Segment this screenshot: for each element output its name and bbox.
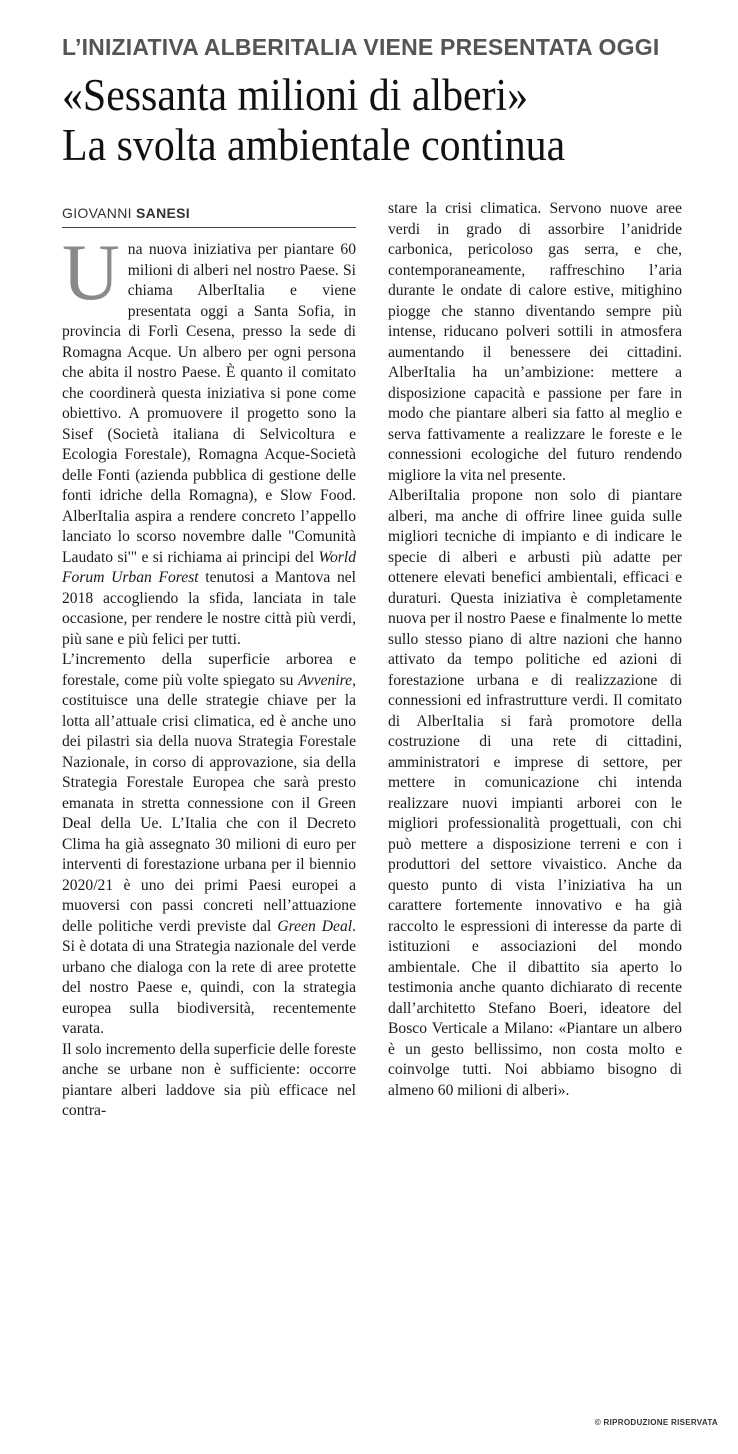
paragraph-3: Il solo incremento della superficie delle foreste anche se urbane non è sufficiente: occorre piantare alberi laddove sia più efficace nel contra- (62, 1040, 356, 1119)
drop-cap: U (62, 229, 120, 317)
paragraph-5: AlberiItalia propone non solo di piantare alberi, ma anche di offrire linee guida sulle migliori tecniche di impianto e di indicare le specie di alberi e arbusti più adatte per ottenere elevati benefici ambientali, efficaci e duraturi. Questa iniziativa è completamente nuova per il nostro Paese e finalmente lo mette sullo stesso piano di altre nazioni che hanno attivato da tempo politiche ed azioni di forestazione urbana e di realizzazione di connessioni ed infrastrutture verdi. Il comitato di AlberItalia si farà promotore della costruzione di una rete di cittadini, amministratori e imprese di settore, per mettere in comunicazione chi intenda realizzare nuovi impianti arborei con le migliori professionalità progettuali, con chi può mettere a disposizione terreni e con i produttori del settore vivaistico. Anche da questo punto di vista l’iniziativa ha un carattere fortemente innovativo e ha già raccolto le espressioni di interesse da parte di istituzioni e associazioni del mondo ambientale. Che il dibattito sia aperto lo testimonia anche quanto dichiarato di recente dall’architetto Stefano Boeri, ideatore del Bosco Verticale a Milano: «Piantare un albero è un gesto bellissimo, non costa molto e coinvolge tutti. Noi abbiamo bisogno di almeno 60 milioni di alberi». (388, 487, 682, 1099)
headline (62, 70, 676, 170)
kicker: L’INIZIATIVA ALBERITALIA VIENE PRESENTATA OGGI (62, 34, 660, 60)
paragraph-1 (62, 229, 356, 650)
paragraph-2-mid: , costituisce una delle strategie chiave per la lotta all’attuale crisi climatica, ed è anche uno dei pilastri sia della nuova Strategia Forestale Nazionale, in corso di approvazione, sia della Strategia Forestale Europea che sarà presto emanata in stretta connessione con il Green Deal della Ue. L’Italia che con il Decreto Clima ha già assegnato 30 milioni di euro per interventi di forestazione urbana per il biennio 2020/21 è uno dei primi Paesi europei a muoversi con passi concreti nell’attuazione delle politiche verdi previste dal (62, 671, 356, 935)
copyright-notice: © RIPRODUZIONE RISERVATA (594, 1418, 718, 1427)
paragraph-2-end: . Si è dotata di una Strategia nazionale del verde urbano che dialoga con la rete di aree protette del nostro Paese e, quindi, con la strategia europea sulla biodiversità, recentemente varata. (62, 917, 356, 1037)
headline-line-2: La svolta ambientale continua (62, 120, 566, 170)
paragraph-2-emphasis: Avvenire (298, 671, 353, 689)
paragraph-2-emphasis-2: Green Deal (277, 917, 353, 935)
headline-line-1: «Sessanta milioni di alberi» (62, 70, 529, 120)
byline (62, 205, 356, 228)
paragraph-1-text: na nuova iniziativa per piantare 60 milioni di alberi nel nostro Paese. Si chiama AlberItalia e viene presentata oggi a Santa Sofia, in provincia di Forlì Cesena, presso la sede di Romagna Acque. Un albero per ogni persona che abita il nostro Paese. È quanto il comitato che coordinerà questa iniziativa si pone come obiettivo. A promuovere il progetto sono la Sisef (Società italiana di Selvicoltura e Ecologia Forestale), Romagna Acque-Società delle Fonti (azienda pubblica di gestione delle fonti idriche della Romagna), e Slow Food. AlberItalia aspira a rendere concreto l’appello lanciato lo scorso novembre dalle "Comunità Laudato si'" e si richiama ai principi del (62, 241, 356, 566)
paragraph-1-emphasis: World Forum Urban Forest (62, 548, 356, 586)
paragraph-4: stare la crisi climatica. Servono nuove aree verdi in grado di assorbire l’anidride carbonica, pericoloso gas serra, e che, contemporaneamente, raffreschino l’aria durante le ondate di calore estive, mitighino piogge che stanno diventando sempre più intense, riducano polveri sottili in atmosfera aumentando il benessere dei cittadini. AlberItalia ha un’ambizione: mettere a disposizione capacità e passione per fare in modo che piantare alberi sia fatto al meglio e serva fattivamente a realizzare le foreste e le connessioni ecologiche del futuro rendendo migliore la vita nel presente. (388, 200, 682, 484)
article-column-2 (388, 199, 682, 1101)
paragraph-1-end: tenutosi a Mantova nel 2018 accogliendo la sfida, lanciata in tale occasione, per rendere le nostre città più verdi, più sane e più felici per tutti. (62, 569, 356, 648)
article-column-1 (62, 229, 356, 1122)
paragraph-2 (62, 650, 356, 1040)
author-last-name: SANESI (136, 205, 190, 221)
author-first-name: GIOVANNI (62, 205, 132, 221)
paragraph-2-start: L’incremento della superficie arborea e forestale, come più volte spiegato su (62, 651, 356, 689)
